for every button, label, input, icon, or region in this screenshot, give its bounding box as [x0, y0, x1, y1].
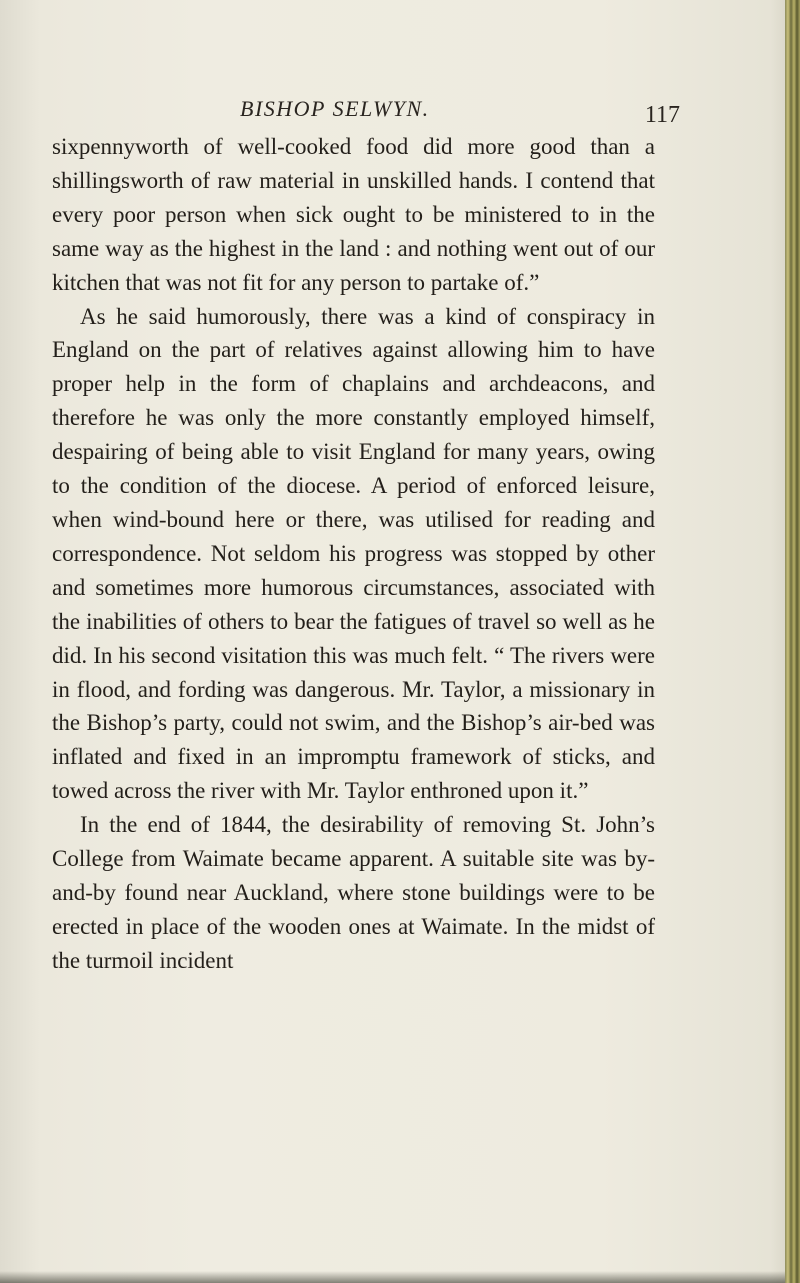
book-edge-strip — [785, 0, 800, 1283]
body-text — [52, 130, 655, 978]
running-head: BISHOP SELWYN. — [240, 96, 430, 121]
page-header — [60, 96, 680, 132]
paragraph-continued: sixpennyworth of well-cooked food did more good than a shillingsworth of raw material in unskilled hands. I contend that every poor person when sick ought to be ministered to in the same way as the highest in the land : and nothing went out of our kitchen that was not fit for any person to partake of.” — [52, 134, 655, 295]
page-number: 117 — [644, 102, 680, 128]
page-bottom-shadow — [0, 1271, 785, 1283]
paragraph-college: In the end of 1844, the desirability of removing St. John’s College from Waimate became apparent. A suitable site was by-and-by found near Auckland, where stone buildings were to be erected in place of the wooden ones at Waimate. In the midst of the turmoil incident — [52, 812, 655, 973]
paragraph-conspiracy: As he said humorously, there was a kind of conspiracy in England on the part of relatives against allowing him to have proper help in the form of chaplains and archdeacons, and therefore he was only the more constantly employed himself, despairing of being able to visit England for many years, owing to the condition of the diocese. A period of enforced leisure, when wind-bound here or there, was utilised for reading and correspondence. Not seldom his progress was stopped by other and sometimes more humorous circumstances, associated with the inabilities of others to bear the fatigues of travel so well as he did. In his second visitation this was much felt. “ The rivers were in flood, and fording was dangerous. Mr. Taylor, a missionary in the Bishop’s party, could not swim, and the Bishop’s air-bed was inflated and fixed in an impromptu framework of sticks, and towed across the river with Mr. Taylor enthroned upon it.” — [52, 303, 655, 804]
